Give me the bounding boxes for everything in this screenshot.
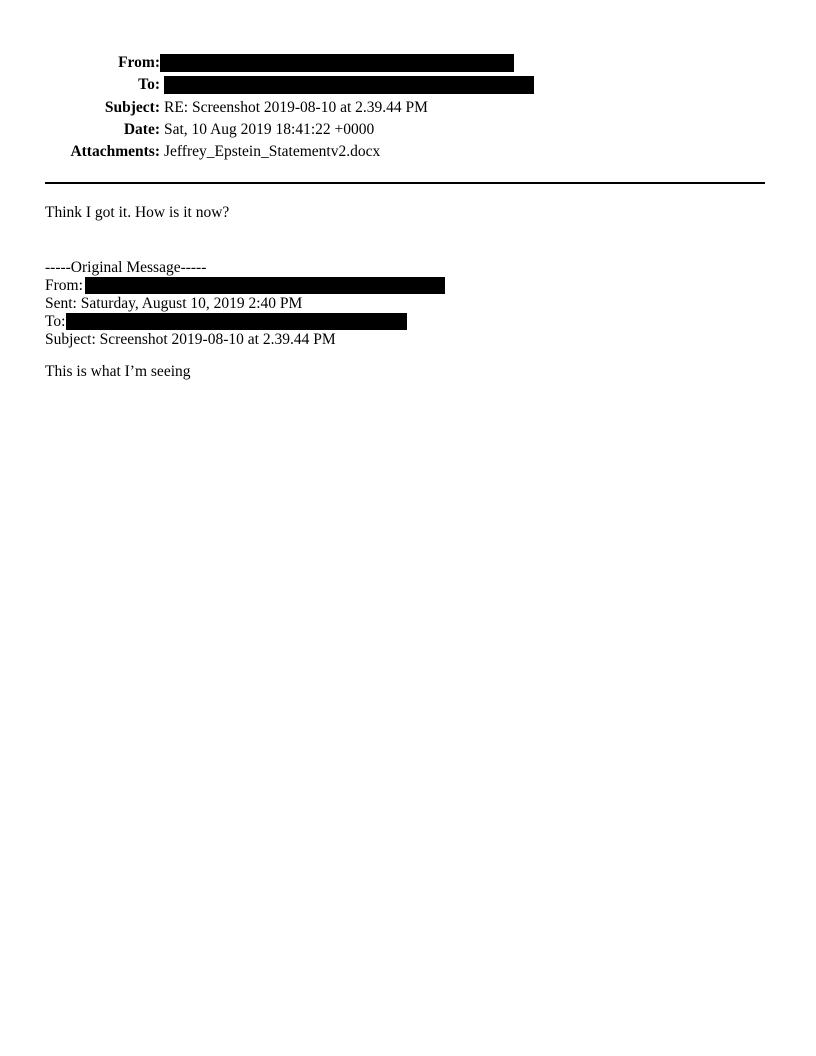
to-label: To:	[138, 76, 160, 94]
header-date-row	[0, 119, 816, 141]
attachments-label: Attachments:	[70, 143, 160, 161]
orig-subject: Subject: Screenshot 2019-08-10 at 2.39.44 PM	[45, 331, 336, 348]
header-from-row	[0, 52, 816, 74]
header-subject-row	[0, 97, 816, 119]
header-to-row	[0, 74, 816, 96]
from-label: From:	[118, 54, 160, 71]
reply-text-block	[45, 204, 765, 222]
to-redaction	[164, 76, 534, 94]
from-redaction	[160, 54, 514, 72]
date-label: Date:	[123, 120, 160, 138]
subject-label: Subject:	[104, 98, 160, 116]
subject-value: RE: Screenshot 2019-08-10 at 2.39.44 PM	[164, 98, 428, 116]
original-message-marker: -----Original Message-----	[45, 259, 207, 276]
orig-from-label: From:	[45, 277, 83, 294]
header-attachments-row	[0, 141, 816, 163]
orig-to-redaction	[66, 313, 407, 330]
orig-sent: Sent: Saturday, August 10, 2019 2:40 PM	[45, 295, 303, 312]
orig-to-label: To:	[45, 313, 66, 330]
orig-body-text: This is what I’m seeing	[45, 363, 191, 380]
orig-to-row	[45, 313, 765, 331]
reply-text: Think I got it. How is it now?	[45, 204, 230, 221]
original-message-block	[45, 259, 765, 381]
date-value: Sat, 10 Aug 2019 18:41:22 +0000	[164, 120, 375, 138]
header-divider	[45, 182, 765, 184]
attachment-filename: Jeffrey_Epstein_Statementv2.docx	[164, 143, 381, 161]
orig-from-row	[45, 277, 765, 295]
email-header	[0, 52, 816, 163]
orig-from-redaction	[85, 277, 445, 294]
